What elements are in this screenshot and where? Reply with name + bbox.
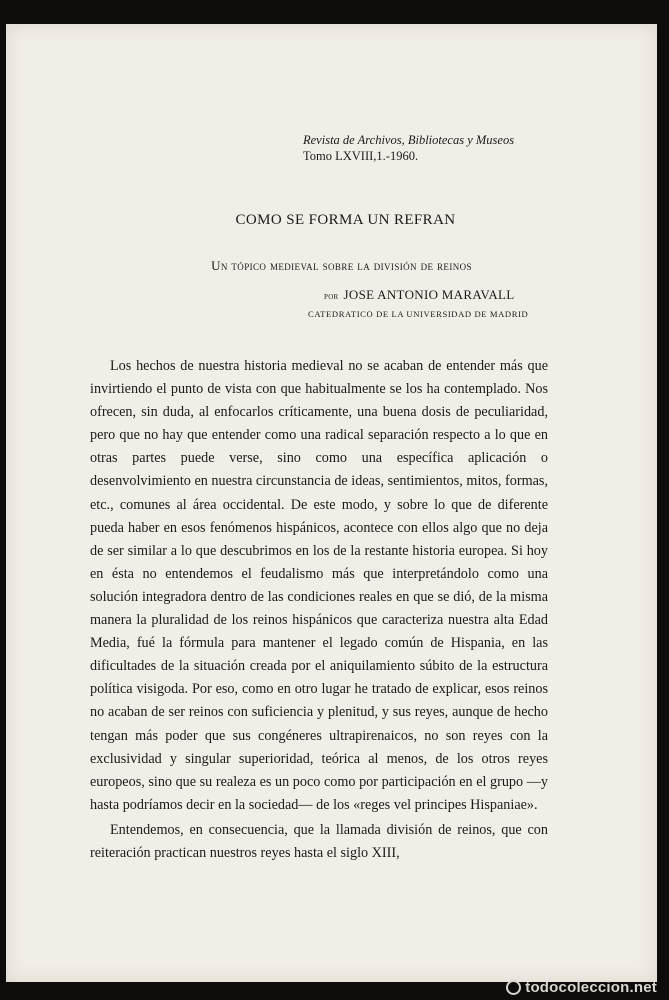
article-subtitle: Un tópico medieval sobre la división de reinos <box>211 258 472 273</box>
article-body <box>90 355 548 865</box>
journal-volume: Tomo LXVIII,1.-1960. <box>303 149 419 163</box>
byline <box>324 287 515 303</box>
journal-name: Revista de Archivos, Bibliotecas y Museos <box>303 133 515 147</box>
watermark-text: todocoleccion.net <box>525 979 657 996</box>
paragraph: Los hechos de nuestra historia medieval no se acaban de entender más que invirtiendo el punto de vista con que habitualmente se los ha contemplado. Nos ofrecen, sin duda, al enfocarlos críticamente, una buena dosis de peculiaridad, pero que no hay que entender como una radical separación respecto a lo que en otras partes puede verse, sino como una específica aplicación o desenvolvimiento en nuestra circunstancia de ideas, sentimientos, mitos, formas, etc., comunes al área occidental. De este modo, y sobre lo que de diferente pueda haber en esos fenómenos hispánicos, acontece con ellos algo que no deja de ser similar a lo que descubrimos en los de la restante historia europea. Si hoy en ésta no entendemos el feudalismo más que interpretándolo como una solución integradora dentro de las condiciones reales en que se dió, de la misma manera la pluralidad de los reinos hispánicos que caracteriza nuestra alta Edad Media, fué la fórmula para mantener el legado común de Hispania, en las dificultades de la situación creada por el aniquilamiento súbito de la estructura política visigoda. Por eso, como en otro lugar he tratado de explicar, esos reinos no acaban de ser reinos con suficiencia y plenitud, y sus reyes, aunque de hecho tengan más poder que sus congéneres ultrapirenaicos, no son reyes con la exclusividad y singular superioridad, teórica al menos, de los otros reyes europeos, sino que su realeza es un poco como por participación en el grupo —y hasta podríamos decir en la sociedad— de los «reges vel principes Hispaniae». <box>90 358 548 813</box>
paragraph: Entendemos, en consecuencia, que la llamada división de reinos, que con reiteración practican nuestros reyes hasta el siglo XIII, <box>90 821 548 861</box>
author-name: JOSE ANTONIO MARAVALL <box>343 287 515 302</box>
article-title: COMO SE FORMA UN REFRAN <box>235 212 456 228</box>
journal-reference <box>303 132 563 164</box>
watermark <box>506 979 657 996</box>
author-affiliation: CATEDRATICO DE LA UNIVERSIDAD DE MADRID <box>308 309 529 319</box>
circle-logo-icon <box>506 980 521 995</box>
document-page <box>6 24 657 982</box>
byline-prefix: por <box>324 291 339 302</box>
